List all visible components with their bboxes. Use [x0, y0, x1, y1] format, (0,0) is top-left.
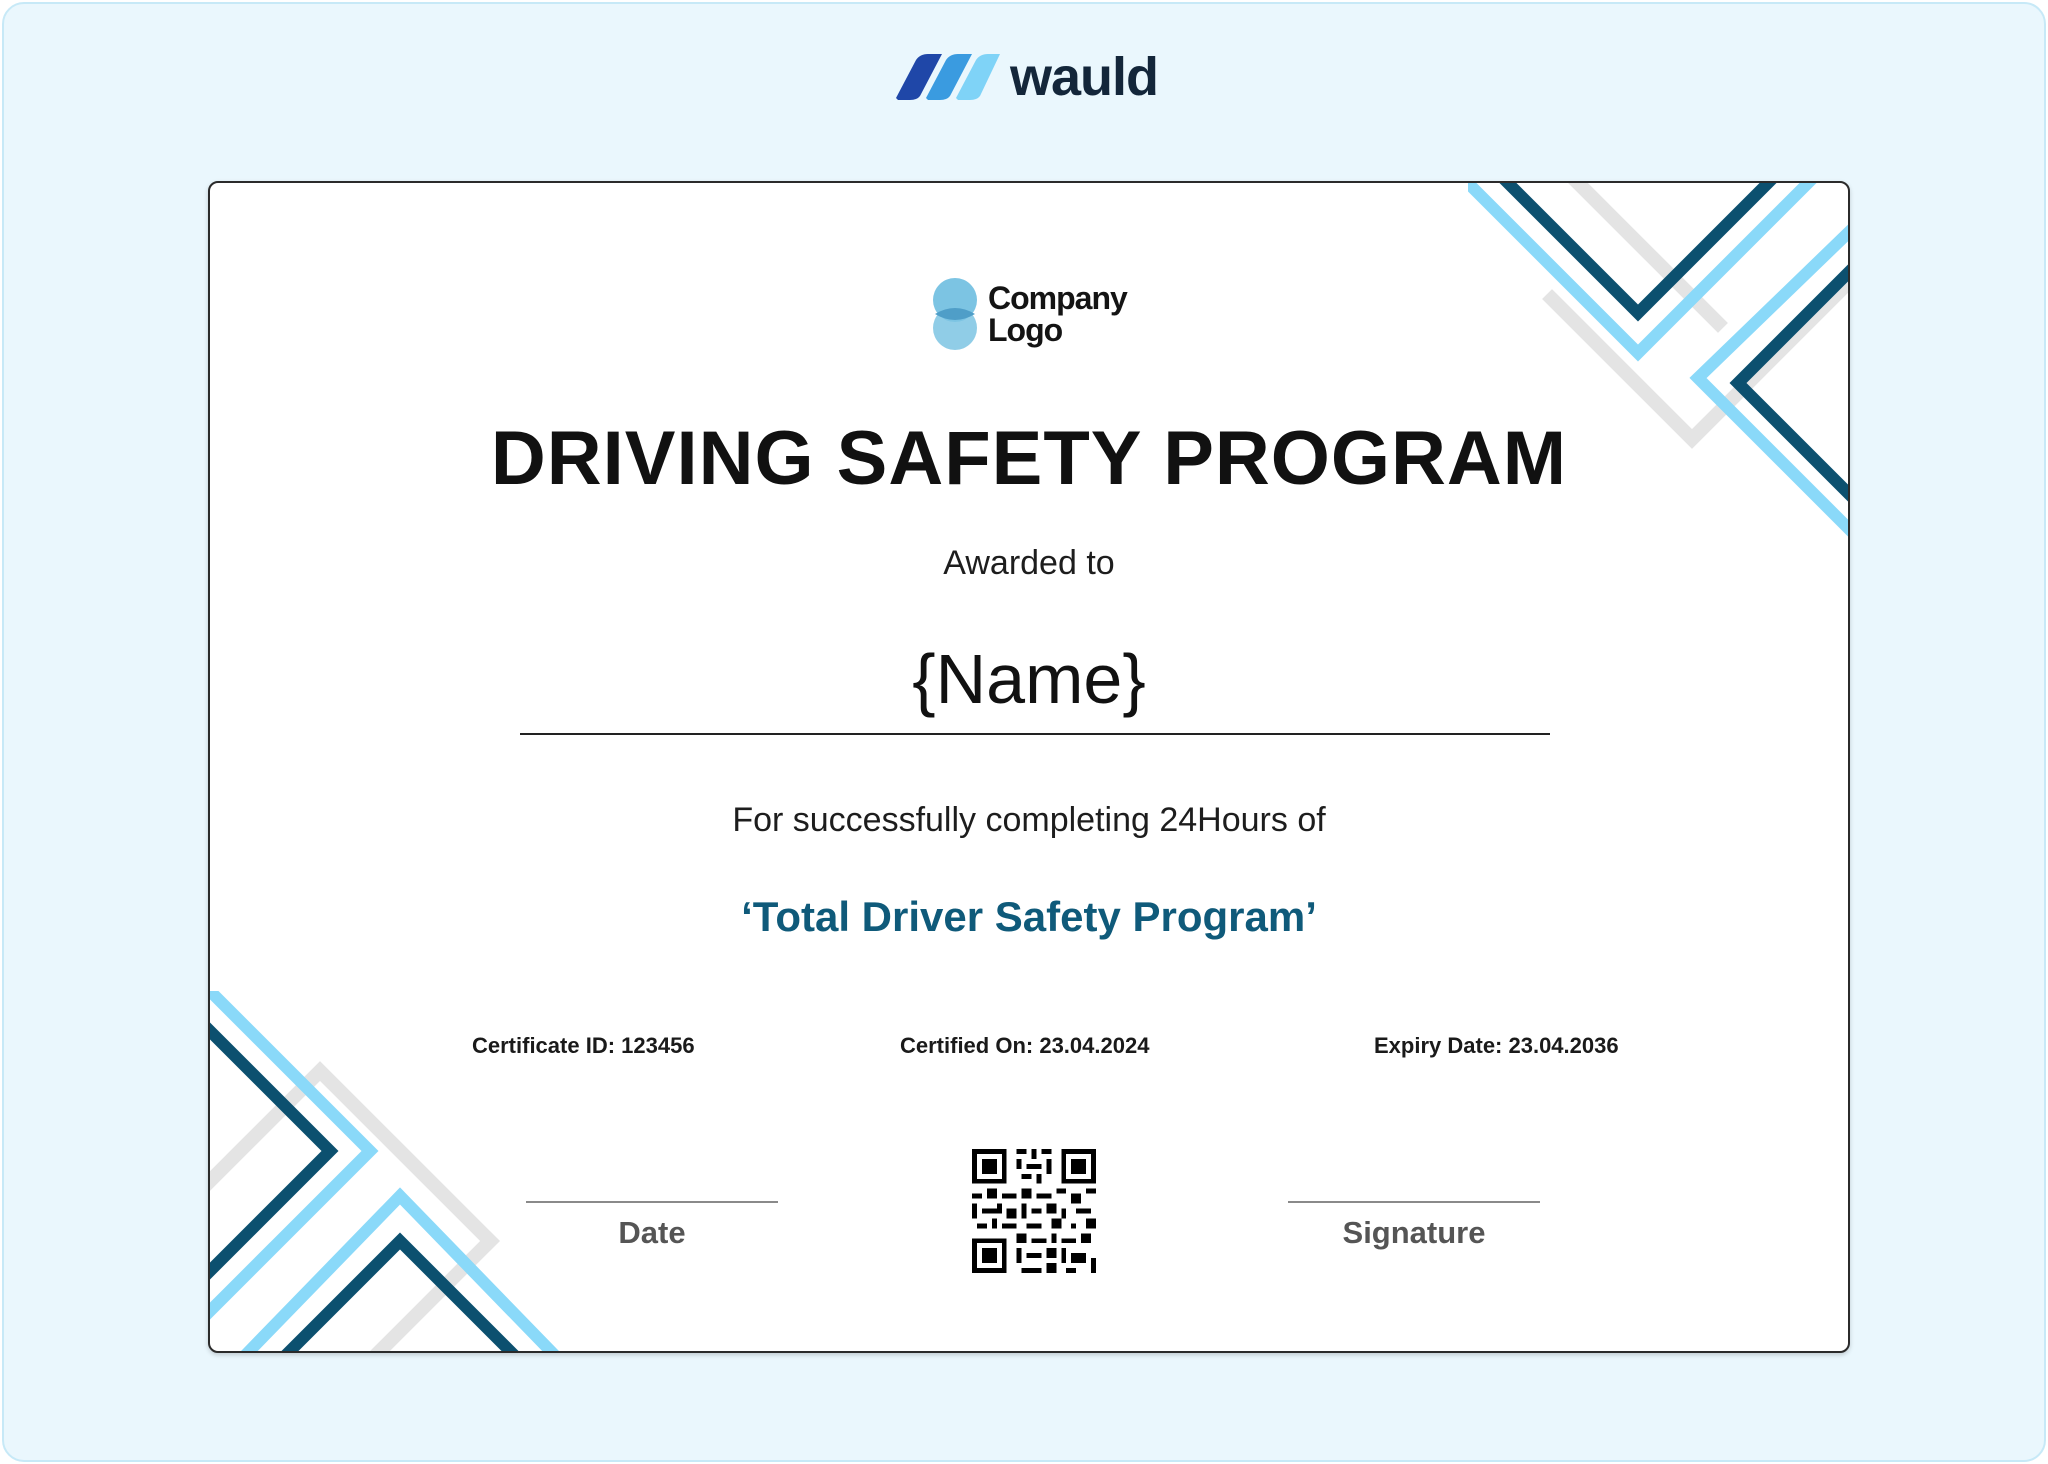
- company-logo-line2: Logo: [988, 312, 1063, 348]
- name-underline: [520, 733, 1550, 735]
- program-name: ‘Total Driver Safety Program’: [741, 893, 1317, 940]
- expiry-date: Expiry Date: 23.04.2036: [1374, 1033, 1619, 1058]
- qr-code-icon: [972, 1149, 1096, 1273]
- signature-label: Signature: [1342, 1215, 1486, 1250]
- page-background: [2, 2, 2046, 1462]
- certificate-title: DRIVING SAFETY PROGRAM: [490, 416, 1568, 501]
- company-logo-line1: Company: [988, 280, 1127, 316]
- certificate-card: [208, 181, 1850, 1353]
- brand-name: wauld: [1010, 47, 1159, 107]
- awarded-to-label: Awarded to: [943, 544, 1115, 582]
- company-logo: [928, 276, 1127, 352]
- recipient-name: {Name}: [912, 640, 1146, 718]
- wauld-logo-icon: [894, 52, 1000, 102]
- brand-header: [894, 48, 1158, 106]
- company-logo-text: [988, 282, 1127, 346]
- company-logo-icon: [928, 276, 982, 352]
- signature-line: [1288, 1201, 1540, 1203]
- certificate-id: Certificate ID: 123456: [472, 1033, 695, 1058]
- date-label: Date: [618, 1215, 686, 1250]
- date-line: [526, 1201, 778, 1203]
- completion-text: For successfully completing 24Hours of: [732, 801, 1326, 839]
- certified-on: Certified On: 23.04.2024: [900, 1033, 1150, 1058]
